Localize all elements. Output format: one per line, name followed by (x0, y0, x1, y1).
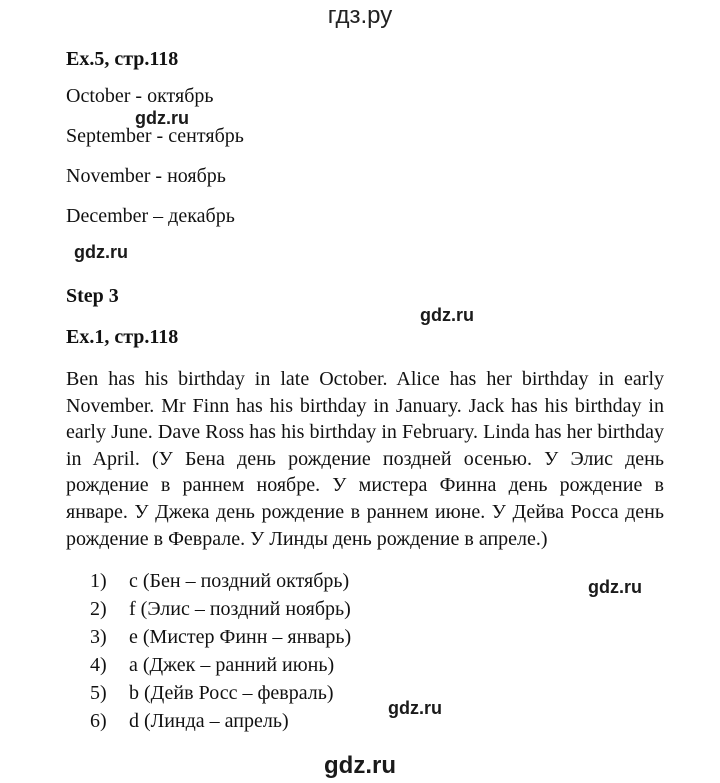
step-3-heading: Step 3 (66, 285, 119, 307)
vocab-item-october: October - октябрь (66, 85, 214, 107)
exercise-5-heading: Ex.5, стр.118 (66, 48, 179, 70)
answer-text: d (Линда – апрель) (129, 710, 289, 732)
watermark: gdz.ru (135, 108, 189, 128)
answer-item (90, 679, 351, 707)
answer-text: f (Элис – поздний ноябрь) (129, 598, 351, 620)
site-header: гдз.ру (327, 2, 393, 29)
answer-number: 6) (90, 710, 107, 732)
vocab-item-december: December – декабрь (66, 205, 235, 227)
answer-item (90, 623, 351, 651)
vocab-item-november: November - ноябрь (66, 165, 226, 187)
answer-number: 1) (90, 570, 107, 592)
answer-text: a (Джек – ранний июнь) (129, 654, 335, 676)
answer-text: c (Бен – поздний октябрь) (129, 570, 350, 592)
answer-text: b (Дейв Росс – февраль) (129, 682, 334, 704)
answer-item (90, 595, 351, 623)
answer-number: 4) (90, 654, 107, 676)
exercise-1-heading: Ex.1, стр.118 (66, 326, 179, 348)
watermark: gdz.ru (420, 305, 474, 325)
answer-number: 5) (90, 682, 107, 704)
answer-item (90, 651, 351, 679)
watermark: gdz.ru (74, 242, 128, 262)
footer-watermark: gdz.ru (324, 752, 396, 779)
answer-item (90, 567, 351, 595)
vocab-item-september: September - сентябрь (66, 125, 244, 147)
answer-list (90, 567, 351, 735)
answer-text: e (Мистер Финн – январь) (129, 626, 352, 648)
answer-number: 3) (90, 626, 107, 648)
answer-item (90, 707, 351, 735)
watermark: gdz.ru (588, 577, 642, 597)
watermark: gdz.ru (388, 698, 442, 718)
answer-number: 2) (90, 598, 107, 620)
exercise-1-paragraph: Ben has his birthday in late October. Alice has her birthday in early November. Mr Finn has his birthday in January. Jack has his birthday in early June. Dave Ross has his birthday in February. Linda has her birthday in April. (У Бена день рождение поздней осенью. У Элис день рождение в раннем ноябре. У мистера Финна день рождение в январе. У Джека день рождение в раннем июне. У Дейва Росса день рождение в Феврале. У Линды день рождение в апреле.) (66, 368, 664, 550)
